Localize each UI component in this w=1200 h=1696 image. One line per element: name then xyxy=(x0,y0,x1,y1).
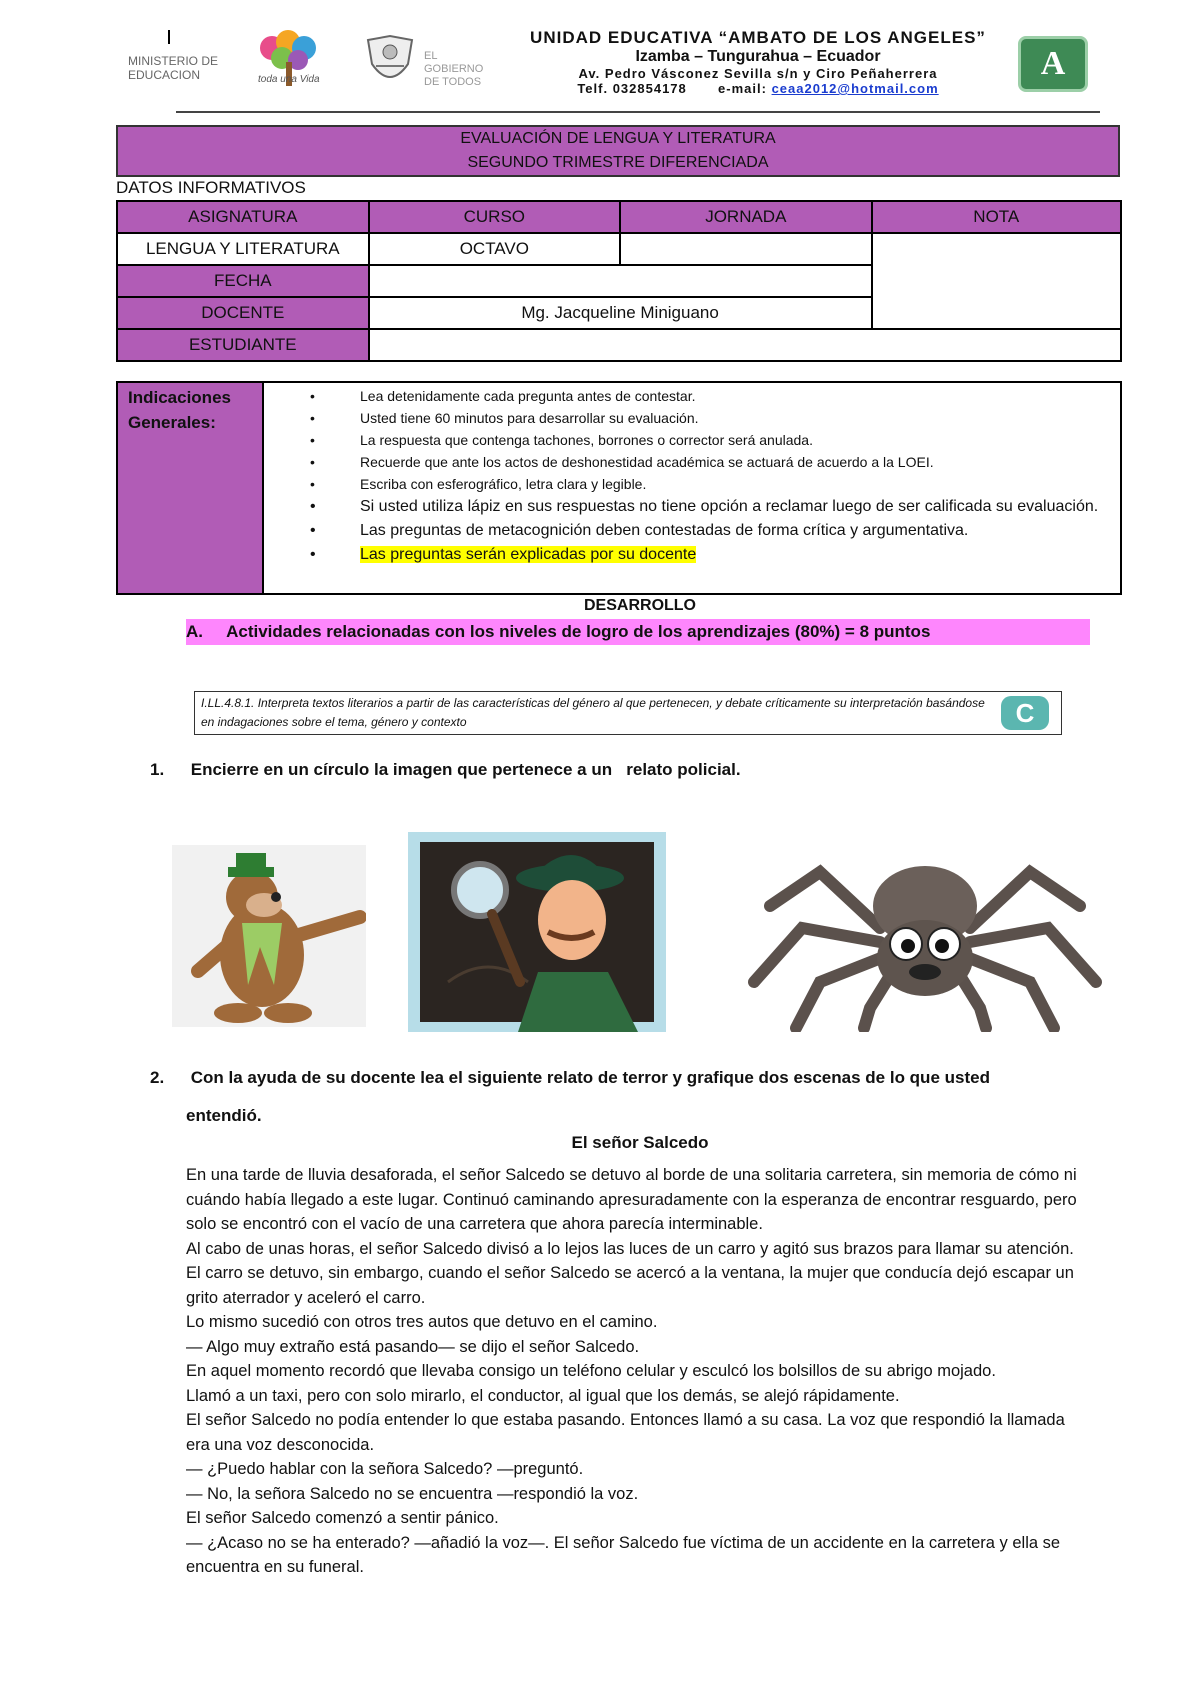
story-paragraph: — ¿Puedo hablar con la señora Salcedo? —preguntó. xyxy=(186,1460,584,1478)
criterio-badge-letter: C xyxy=(1015,698,1035,728)
indicaciones-box xyxy=(116,381,1122,595)
indicacion-item: • Usted tiene 60 minutos para desarrollar su evaluación. xyxy=(310,407,1200,429)
header-asignatura: ASIGNATURA xyxy=(117,201,369,233)
story-paragraph: El señor Salcedo comenzó a sentir pánico. xyxy=(186,1509,499,1527)
question-2-text-line1: Con la ayuda de su docente lea el siguiente relato de terror y grafique dos escenas de lo que usted xyxy=(190,1068,990,1087)
story-paragraph: El señor Salcedo no podía entender lo que estaba pasando. Entonces llamó a su casa. La voz que respondió la llamada era una voz desconocida. xyxy=(186,1411,1065,1454)
desarrollo-title: DESARROLLO xyxy=(584,597,696,614)
jornada-field[interactable] xyxy=(620,233,872,265)
bear-image[interactable] xyxy=(172,845,366,1027)
title-line2: SEGUNDO TRIMESTRE DIFERENCIADA xyxy=(467,154,769,171)
school-phone: Telf. 032854178 xyxy=(577,81,687,96)
header-divider xyxy=(176,111,1100,113)
docente-value: Mg. Jacqueline Miniguano xyxy=(369,297,872,329)
title-line1: EVALUACIÓN DE LENGUA Y LITERATURA xyxy=(460,130,776,147)
question-2-text-line2: entendió. xyxy=(186,1106,262,1125)
story-paragraph: Llamó a un taxi, pero con solo mirarlo, el conductor, al igual que los demás, se alejó rápidamente. xyxy=(186,1386,900,1405)
school-info xyxy=(528,28,988,96)
school-address: Av. Pedro Vásconez Sevilla s/n y Ciro Peñaherrera xyxy=(578,66,938,81)
indicacion-item: • La respuesta que contenga tachones, borrones o corrector será anulada. xyxy=(310,429,1200,451)
page-mark xyxy=(168,30,170,44)
story-paragraph: En una tarde de lluvia desaforada, el señor Salcedo se detuvo al borde de una solitaria carretera, sin memoria de cómo ni cuándo había llegado a este lugar. Continuó caminando apresuradamente con la esperanza de encontrar resguardo, pero solo se encontró con el vacío de una carretera que ahora parecía interminable. xyxy=(186,1166,1077,1233)
datos-table xyxy=(116,200,1122,362)
header-nota: NOTA xyxy=(872,201,1121,233)
question-2-number: 2. xyxy=(150,1068,165,1087)
datos-label: DATOS INFORMATIVOS xyxy=(116,178,306,197)
story-paragraph: Al cabo de unas horas, el señor Salcedo divisó a lo lejos las luces de un carro y agitó sus brazos para llamar su atención. El carro se detuvo, sin embargo, cuando el señor Salcedo se acercó a la ventana, la mujer que conducía dejó escapar un grito aterrador y aceleró el carro. xyxy=(186,1239,1074,1307)
ministry-logo xyxy=(128,54,238,82)
school-name: UNIDAD EDUCATIVA “AMBATO DE LOS ANGELES” xyxy=(530,28,986,47)
story-paragraph: Lo mismo sucedió con otros tres autos que detuvo en el camino. xyxy=(186,1313,658,1331)
header-curso: CURSO xyxy=(369,201,620,233)
vida-logo-text: toda una Vida xyxy=(258,74,320,85)
school-location: Izamba – Tungurahua – Ecuador xyxy=(635,48,881,65)
indicacion-item-highlighted xyxy=(310,543,1200,567)
nota-field[interactable] xyxy=(872,233,1121,329)
vida-logo xyxy=(252,30,328,94)
title-banner xyxy=(116,125,1120,177)
story-paragraph: — No, la señora Salcedo no se encuentra —respondió la voz. xyxy=(186,1484,639,1503)
criterio-badge-icon xyxy=(1001,696,1049,730)
header-jornada: JORNADA xyxy=(620,201,872,233)
estudiante-label: ESTUDIANTE xyxy=(117,329,369,361)
indicaciones-list xyxy=(310,385,1200,567)
highlighted-text: Las preguntas serán explicadas por su docente xyxy=(360,546,697,563)
criterio-text: I.LL.4.8.1. Interpreta textos literarios a partir de las características del género al que pertenecen, y debate críticamente su interpretación basándose en indagaciones sobre el tema, género y contexto xyxy=(201,696,985,729)
fecha-label: FECHA xyxy=(117,265,369,297)
story-paragraph: — ¿Acaso no se ha enterado? —añadió la voz—. El señor Salcedo fue víctima de un accidente en la carretera y ella se encuentra en su funeral. xyxy=(186,1533,1061,1576)
ministry-logo-text: MINISTERIO DE EDUCACION xyxy=(128,54,219,82)
indicacion-item: • Las preguntas de metacognición deben contestadas de forma crítica y argumentativa. xyxy=(310,519,1200,543)
asignatura-value: LENGUA Y LITERATURA xyxy=(117,233,369,265)
curso-value: OCTAVO xyxy=(369,233,620,265)
coat-of-arms-icon xyxy=(360,34,420,92)
docente-label: DOCENTE xyxy=(117,297,369,329)
estudiante-field[interactable] xyxy=(369,329,1121,361)
detective-image[interactable] xyxy=(408,832,666,1032)
question-1-text: Encierre en un círculo la imagen que pertenece a un relato policial. xyxy=(190,760,741,779)
indicaciones-label-cell xyxy=(118,383,264,593)
story-paragraph: En aquel momento recordó que llevaba consigo un teléfono celular y esculcó los bolsillos de su abrigo mojado. xyxy=(186,1362,996,1380)
indicaciones-label: Indicaciones Generales: xyxy=(128,388,231,432)
section-a-banner xyxy=(186,619,1090,645)
school-email-label: e-mail: xyxy=(718,81,767,96)
section-a-text: Actividades relacionadas con los niveles de logro de los aprendizajes (80%) = 8 puntos xyxy=(226,622,931,641)
indicacion-item: • Lea detenidamente cada pregunta antes de contestar. xyxy=(310,385,1200,407)
question-1-number: 1. xyxy=(150,760,165,779)
school-crest-letter: A xyxy=(1040,45,1066,82)
gobierno-logo xyxy=(424,50,494,89)
indicacion-item: • Si usted utiliza lápiz en sus respuestas no tiene opción a reclamar luego de ser calificada su evaluación. xyxy=(310,495,1200,519)
school-contact xyxy=(528,81,988,96)
criterio-box xyxy=(194,691,1062,735)
story-paragraph: — Algo muy extraño está pasando— se dijo el señor Salcedo. xyxy=(186,1337,640,1356)
fecha-field[interactable] xyxy=(369,265,872,297)
indicacion-item: • Escriba con esferográfico, letra clara y legible. xyxy=(310,473,1200,495)
spider-image[interactable] xyxy=(740,832,1110,1032)
gobierno-logo-text: EL GOBIERNO DE TODOS xyxy=(424,50,484,88)
school-email-link[interactable]: ceaa2012@hotmail.com xyxy=(771,81,939,96)
question-2 xyxy=(150,1059,990,1135)
indicacion-item: • Recuerde que ante los actos de deshonestidad académica se actuará de acuerdo a la LOEI. xyxy=(310,451,1200,473)
story-title: El señor Salcedo xyxy=(571,1133,709,1152)
section-a-letter: A. xyxy=(186,622,203,641)
story-body xyxy=(186,1163,1090,1580)
school-crest xyxy=(1018,36,1088,92)
question-1 xyxy=(150,760,741,780)
